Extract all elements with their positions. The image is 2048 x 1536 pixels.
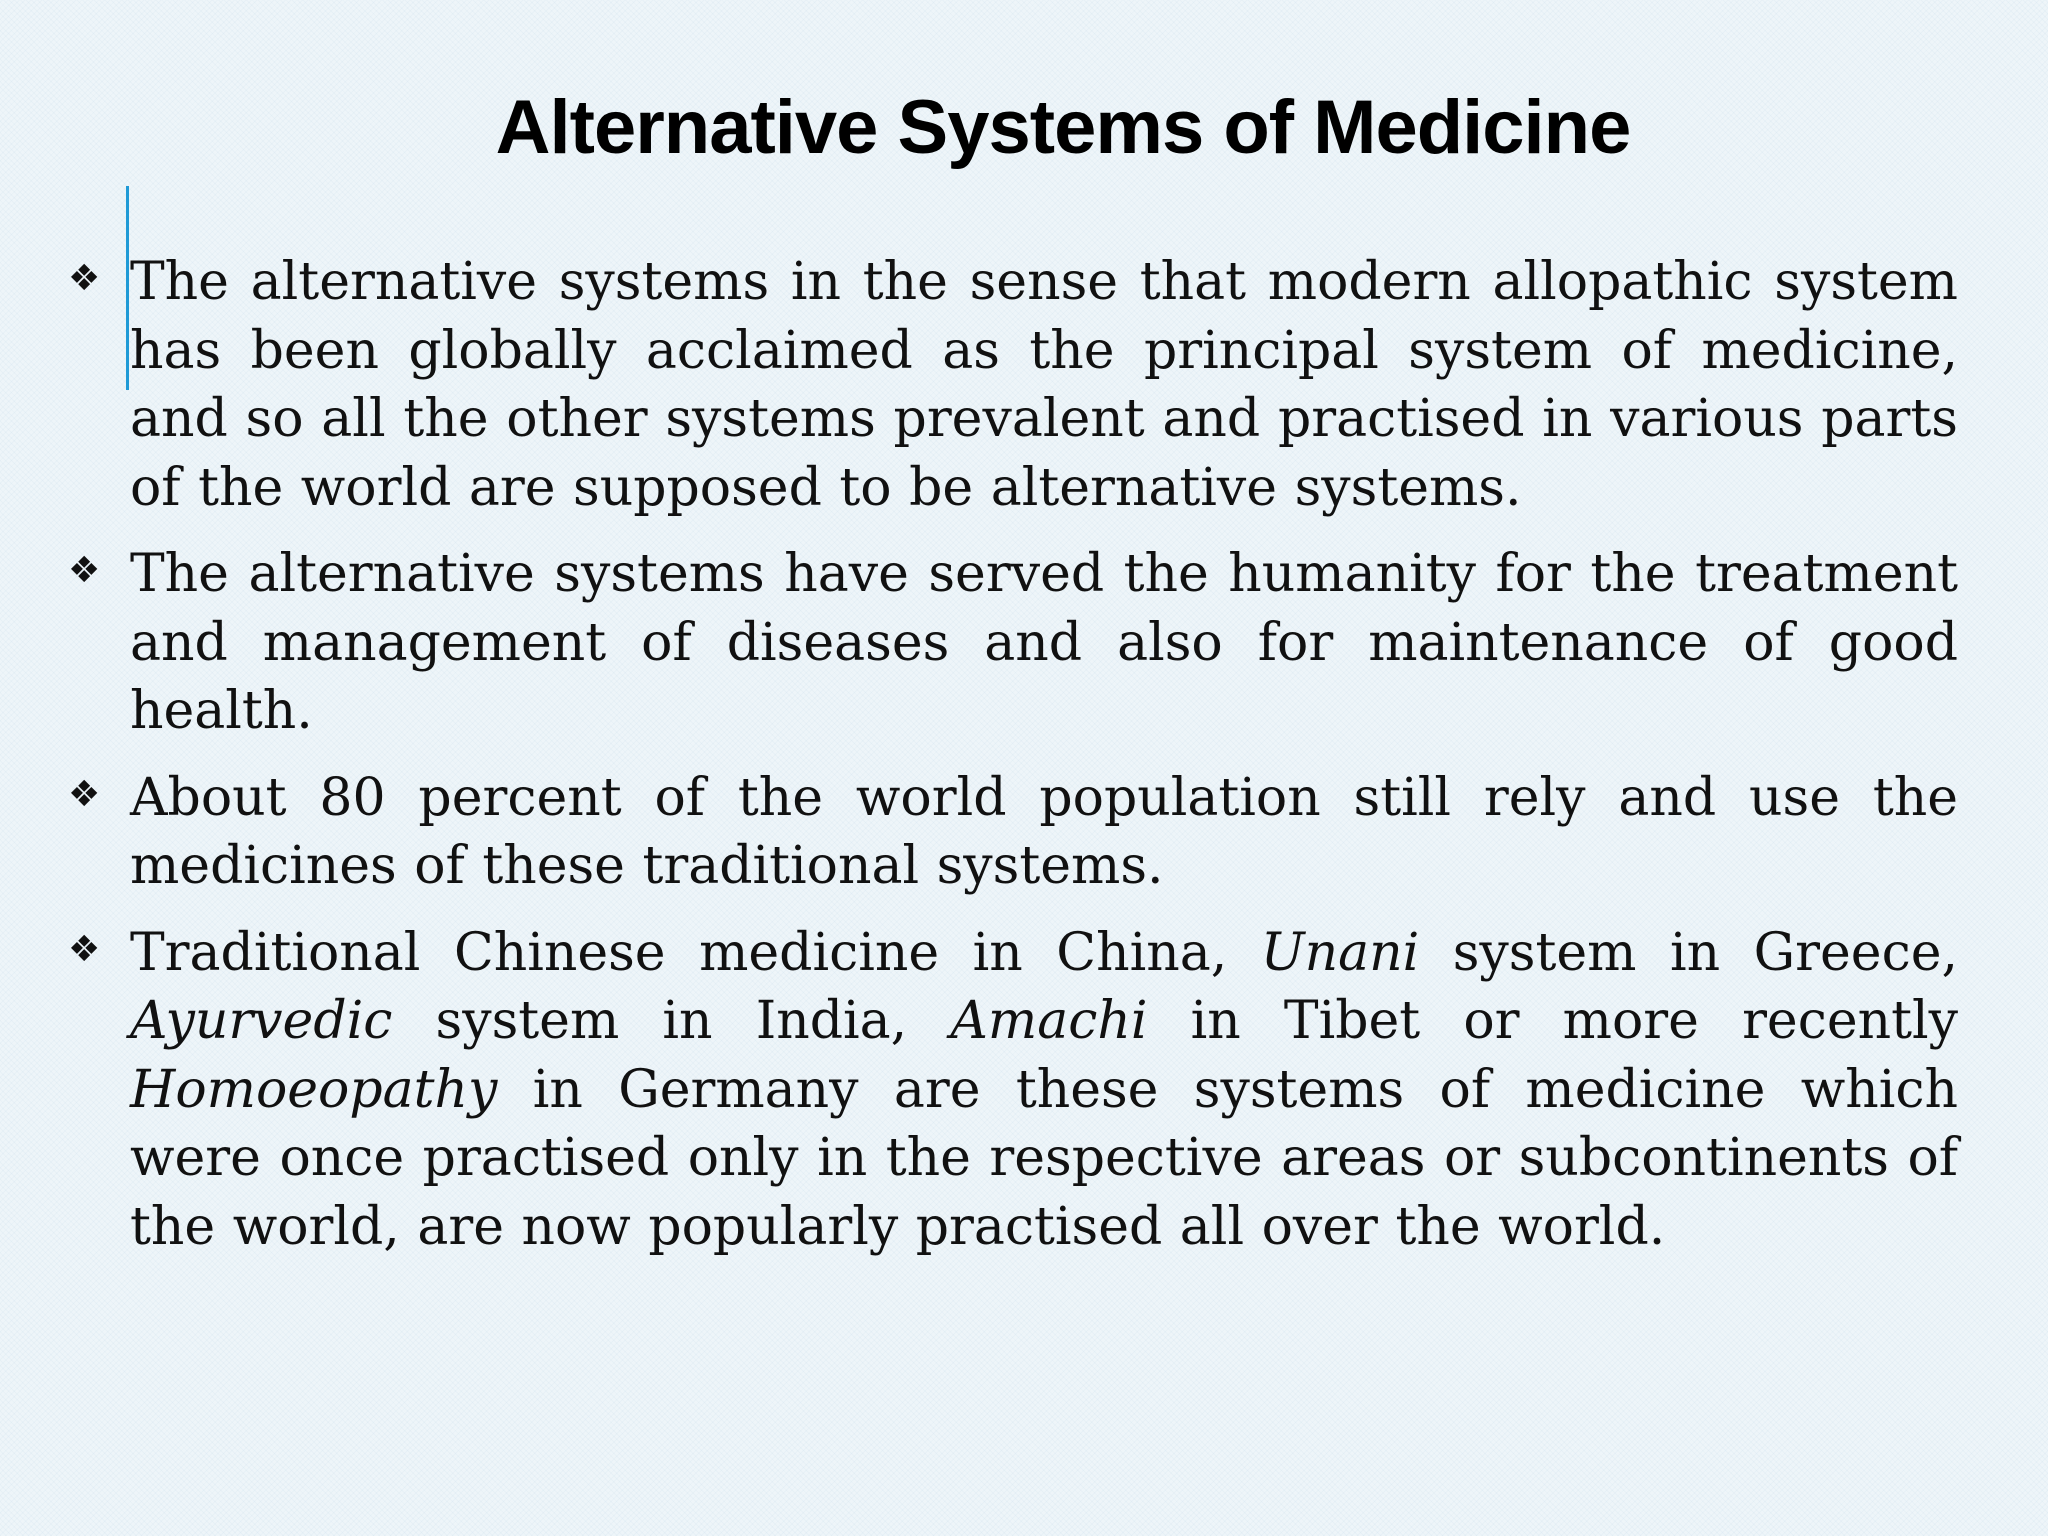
term-amachi: Amachi bbox=[950, 991, 1148, 1051]
bullet-text bbox=[130, 923, 1958, 1257]
bullet-item bbox=[64, 540, 1958, 746]
bullet-text-segment: in Tibet or more recently bbox=[1147, 991, 1958, 1051]
bullet-text-segment: Traditional Chinese medicine in China, bbox=[130, 922, 1261, 983]
diamond-bullet-icon: ❖ bbox=[68, 258, 101, 299]
term-homoeopathy: Homoeopathy bbox=[130, 1059, 498, 1120]
diamond-bullet-icon: ❖ bbox=[68, 773, 101, 815]
bullet-text-segment: in Germany are these systems of medicine which were once practised only in the respective areas or subcontinents of the world, are now popularly practised all over the world. bbox=[130, 1059, 1958, 1257]
diamond-bullet-icon: ❖ bbox=[68, 928, 101, 970]
bullet-text-segment: system in Greece, bbox=[1419, 922, 1959, 983]
bullet-item bbox=[64, 764, 1958, 901]
bullet-text: About 80 percent of the world population still rely and use the medicines of these traditional systems. bbox=[130, 767, 1958, 896]
slide-title: Alternative Systems of Medicine bbox=[495, 85, 1631, 170]
term-ayurvedic: Ayurvedic bbox=[130, 991, 393, 1051]
bullet-item bbox=[64, 919, 1958, 1262]
bullet-item bbox=[64, 248, 1958, 522]
bullet-text-segment: system in India, bbox=[392, 991, 951, 1051]
bullet-text: The alternative systems have served the humanity for the treatment and management of diseases and also for maintenance of good health. bbox=[130, 544, 1958, 741]
diamond-bullet-icon: ❖ bbox=[68, 550, 101, 591]
term-unani: Unani bbox=[1260, 922, 1420, 983]
bullet-list bbox=[64, 248, 1958, 1279]
bullet-text: The alternative systems in the sense that modern allopathic system has been globally acclaimed as the principal system of medicine, and so all the other systems prevalent and practised in various parts of the world are supposed to be alternative systems. bbox=[130, 252, 1958, 518]
